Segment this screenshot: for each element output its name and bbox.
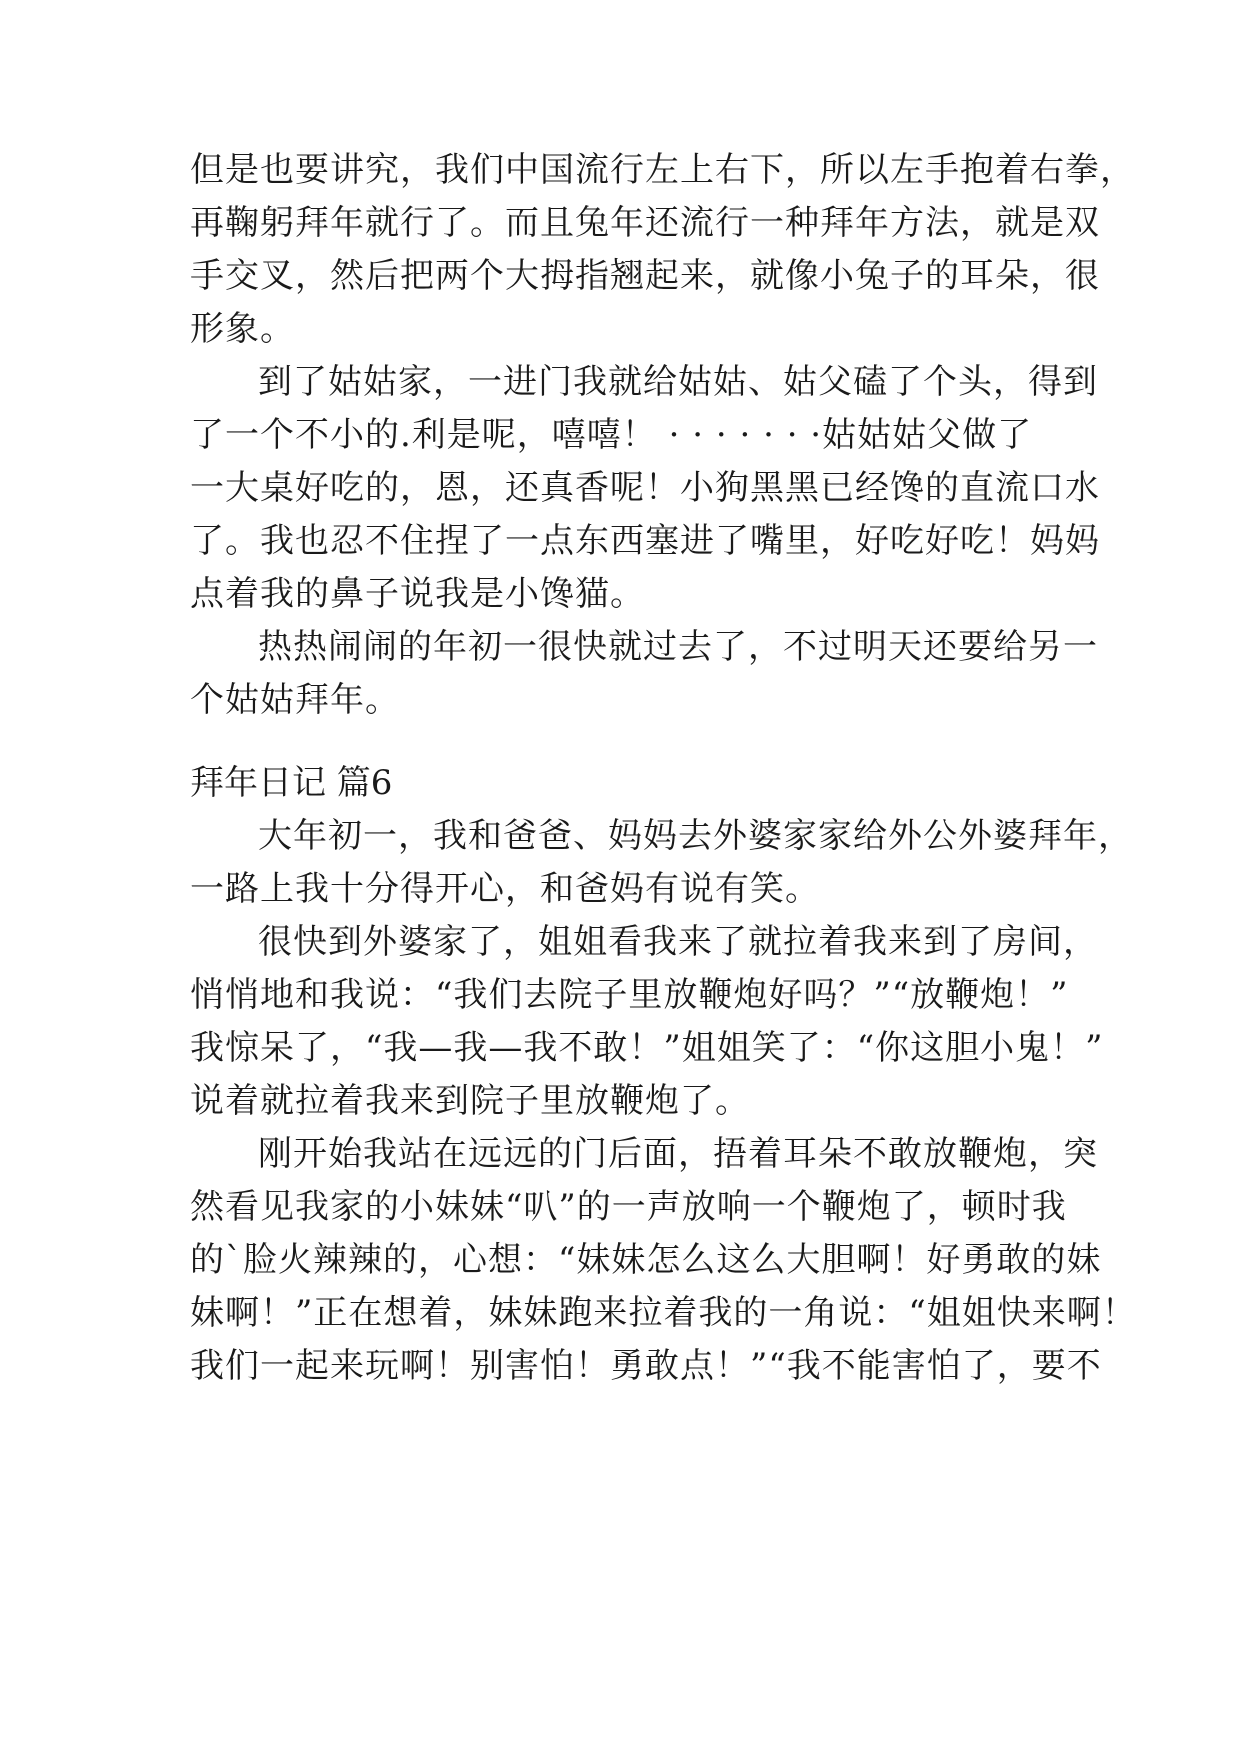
text-line: 但是也要讲究，我们中国流行左上右下，所以左手抱着右拳， xyxy=(190,150,1135,190)
text-line: 手交叉，然后把两个大拇指翘起来，就像小兔子的耳朵，很 xyxy=(190,256,1100,296)
text-line: 点着我的鼻子说我是小馋猫。 xyxy=(190,574,645,614)
text-line: 再鞠躬拜年就行了。而且兔年还流行一种拜年方法，就是双 xyxy=(190,203,1100,243)
text-line: 然看见我家的小妹妹“叭”的一声放响一个鞭炮了，顿时我 xyxy=(190,1187,1067,1227)
text-line: 了一个不小的.利是呢，嘻嘻！ · · · · · · ·姑姑姑父做了 xyxy=(190,415,1033,455)
text-line: 到了姑姑家，一进门我就给姑姑、姑父磕了个头，得到 xyxy=(258,362,1098,402)
text-line: 我惊呆了，“我—我—我不敢！”姐姐笑了：“你这胆小鬼！” xyxy=(190,1028,1104,1068)
text-line: 一大桌好吃的，恩，还真香呢！小狗黑黑已经馋的直流口水 xyxy=(190,468,1100,508)
text-line: 形象。 xyxy=(190,309,295,349)
text-line: 热热闹闹的年初一很快就过去了，不过明天还要给另一 xyxy=(258,627,1098,667)
text-line: 悄悄地和我说：“我们去院子里放鞭炮好吗？”“放鞭炮！” xyxy=(190,975,1069,1015)
text-line: 的`脸火辣辣的，心想：“妹妹怎么这么大胆啊！好勇敢的妹 xyxy=(190,1240,1102,1280)
text-line: 我们一起来玩啊！别害怕！勇敢点！”“我不能害怕了，要不 xyxy=(190,1346,1102,1386)
text-line: 了。我也忍不住捏了一点东西塞进了嘴里，好吃好吃！妈妈 xyxy=(190,521,1100,561)
text-line: 说着就拉着我来到院子里放鞭炮了。 xyxy=(190,1081,750,1121)
text-line: 个姑姑拜年。 xyxy=(190,680,400,720)
section-heading: 拜年日记 篇6 xyxy=(190,763,393,803)
text-line: 很快到外婆家了，姐姐看我来了就拉着我来到了房间， xyxy=(258,922,1098,962)
text-line: 刚开始我站在远远的门后面，捂着耳朵不敢放鞭炮，突 xyxy=(258,1134,1098,1174)
text-line: 大年初一，我和爸爸、妈妈去外婆家家给外公外婆拜年， xyxy=(258,816,1133,856)
text-line: 一路上我十分得开心，和爸妈有说有笑。 xyxy=(190,869,820,909)
text-line: 妹啊！”正在想着，妹妹跑来拉着我的一角说：“姐姐快来啊！ xyxy=(190,1293,1137,1333)
